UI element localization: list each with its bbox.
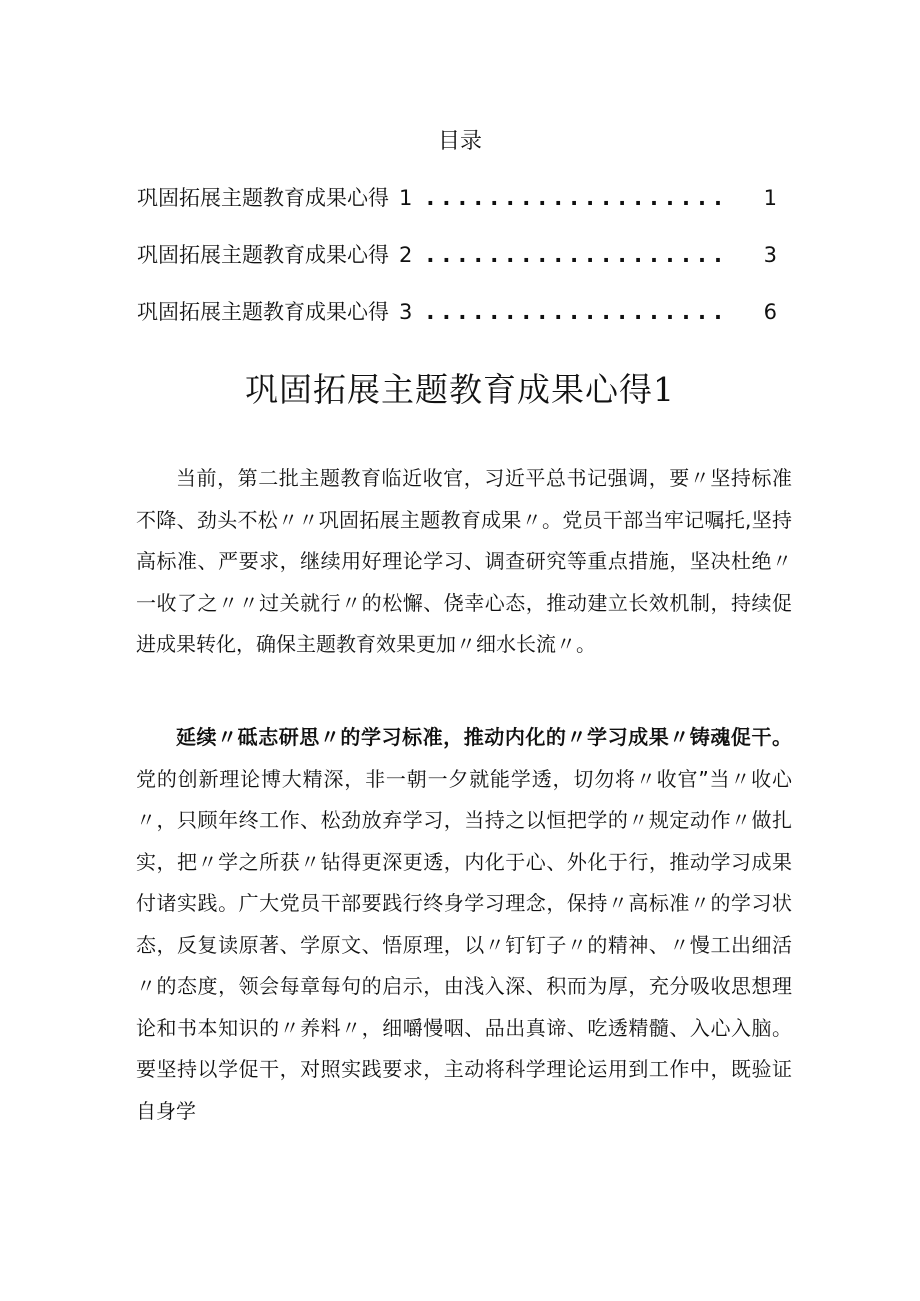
toc-entry[interactable] — [137, 292, 777, 349]
toc-page-number: 3 — [763, 243, 777, 267]
toc-title: 目录 — [437, 129, 482, 154]
table-of-contents — [137, 178, 777, 349]
toc-page-number: 1 — [763, 186, 777, 210]
toc-entry-text: 巩固拓展主题教育成果心得 — [137, 300, 389, 324]
toc-leader-dots: ................... — [426, 243, 730, 267]
paragraph-lead-heading: 延续〃砥志研思〃的学习标准，推动内化的〃学习成果〃铸魂促干。 — [176, 725, 792, 749]
paragraph-text: 党的创新理论博大精深，非一朝一夕就能学透，切勿将〃收官”当〃收心〃，只顾年终工作、松劲放弃学习，当持之以恒把学的〃规定动作〃做扎实，把〃学之所获〃钻得更深更透，内化于心、外化于行，推动学习成果付诸实践。广大党员干部要践行终身学习理念，保持〃高标准〃的学习状态，反复读原著、学原文、悟原理，以〃钉钉子〃的精神、〃慢工出细活〃的态度，领会每章每句的启示，由浅入深、积而为厚，充分吸收思想理论和书本知识的〃养料〃，细嚼慢咽、品出真谛、吃透精髓、入心入脑。要坚持以学促干，对照实践要求，主动将科学理论运用到工作中，既验证自身学 — [136, 766, 792, 1123]
toc-entry-number: 2 — [399, 243, 413, 267]
article-title: 巩固拓展主题教育成果心得1 — [245, 370, 675, 409]
toc-entry[interactable] — [137, 235, 777, 292]
toc-leader-dots: ................... — [426, 300, 730, 324]
toc-entry-number: 3 — [399, 300, 413, 324]
toc-leader-dots: ................... — [426, 186, 730, 210]
toc-entry-text: 巩固拓展主题教育成果心得 — [137, 243, 389, 267]
body-paragraph — [136, 458, 792, 666]
toc-entry-number: 1 — [399, 186, 413, 210]
toc-entry[interactable] — [137, 178, 777, 235]
toc-page-number: 6 — [763, 300, 777, 324]
body-paragraph — [136, 717, 792, 1132]
toc-entry-text: 巩固拓展主题教育成果心得 — [137, 186, 389, 210]
paragraph-text: 当前，第二批主题教育临近收官，习近平总书记强调，要〃坚持标准不降、劲头不松〃〃巩固拓展主题教育成果〃。党员干部当牢记嘱托,坚持高标准、严要求，继续用好理论学习、调查研究等重点措施，坚决杜绝〃一收了之〃〃过关就行〃的松懈、侥幸心态，推动建立长效机制，持续促进成果转化，确保主题教育效果更加〃细水长流〃。 — [136, 466, 792, 656]
